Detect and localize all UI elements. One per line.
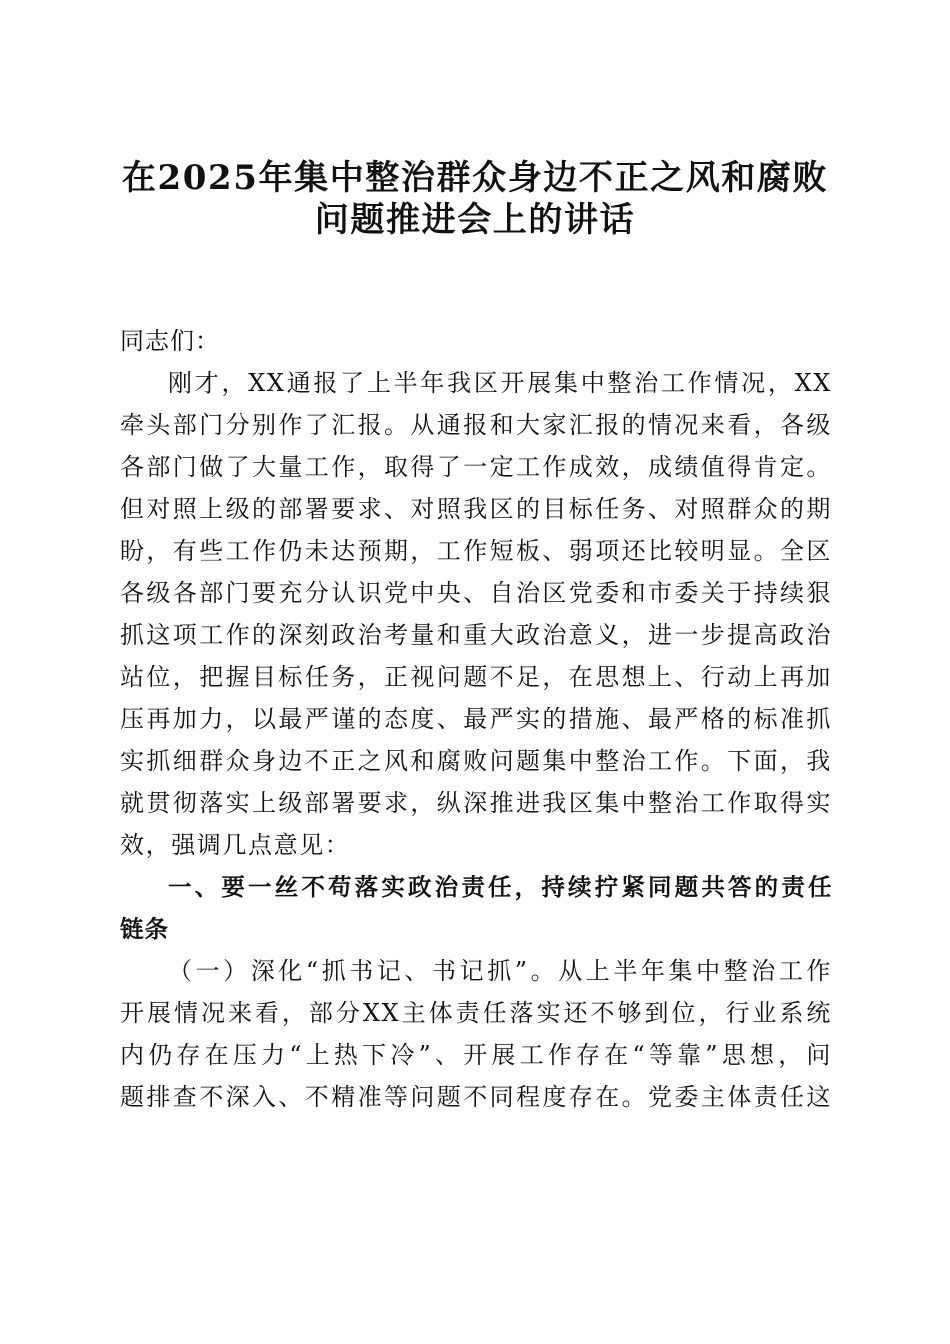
paragraph-line: 内仍存在压力“上热下冷”、开展工作存在“等靠”思想，问 <box>120 1041 832 1069</box>
section-heading-1 <box>120 866 832 950</box>
paragraph-line: 刚才，XX通报了上半年我区开展集中整治工作情况，XX <box>168 369 832 397</box>
paragraph-line: 开展情况来看，部分XX主体责任落实还不够到位，行业系统 <box>120 999 832 1027</box>
title-line-1: 在2025年集中整治群众身边不正之风和腐败 <box>121 158 829 198</box>
paragraph-line: （一）深化“抓书记、书记抓”。从上半年集中整治工作 <box>168 957 832 985</box>
paragraph-line: 各部门做了大量工作，取得了一定工作成效，成绩值得肯定。 <box>120 453 832 481</box>
paragraph-line: 效，强调几点意见： <box>120 831 351 859</box>
paragraph-line: 实抓细群众身边不正之风和腐败问题集中整治工作。下面，我 <box>120 747 832 775</box>
paragraph-line: 就贯彻落实上级部署要求，纵深推进我区集中整治工作取得实 <box>120 789 832 817</box>
document-body <box>120 320 832 1118</box>
heading-line: 链条 <box>120 915 169 943</box>
title-line-2: 问题推进会上的讲话 <box>314 200 636 240</box>
paragraph-line: 压再加力，以最严谨的态度、最严实的措施、最严格的标准抓 <box>120 705 832 733</box>
heading-line: 一、要一丝不苟落实政治责任，持续拧紧同题共答的责任 <box>168 873 832 901</box>
paragraph-1 <box>120 362 832 866</box>
paragraph-line: 站位，把握目标任务，正视问题不足，在思想上、行动上再加 <box>120 663 832 691</box>
document-title <box>100 152 850 240</box>
paragraph-line: 抓这项工作的深刻政治考量和重大政治意义，进一步提高政治 <box>120 621 832 649</box>
paragraph-line: 盼，有些工作仍未达预期，工作短板、弱项还比较明显。全区 <box>120 537 832 565</box>
salutation: 同志们： <box>120 327 220 355</box>
paragraph-2 <box>120 950 832 1118</box>
paragraph-line: 各级各部门要充分认识党中央、自治区党委和市委关于持续狠 <box>120 579 832 607</box>
paragraph-line: 题排查不深入、不精准等问题不同程度存在。党委主体责任这 <box>120 1083 832 1111</box>
paragraph-line: 但对照上级的部署要求、对照我区的目标任务、对照群众的期 <box>120 495 832 523</box>
paragraph-line: 牵头部门分别作了汇报。从通报和大家汇报的情况来看，各级 <box>120 411 832 439</box>
